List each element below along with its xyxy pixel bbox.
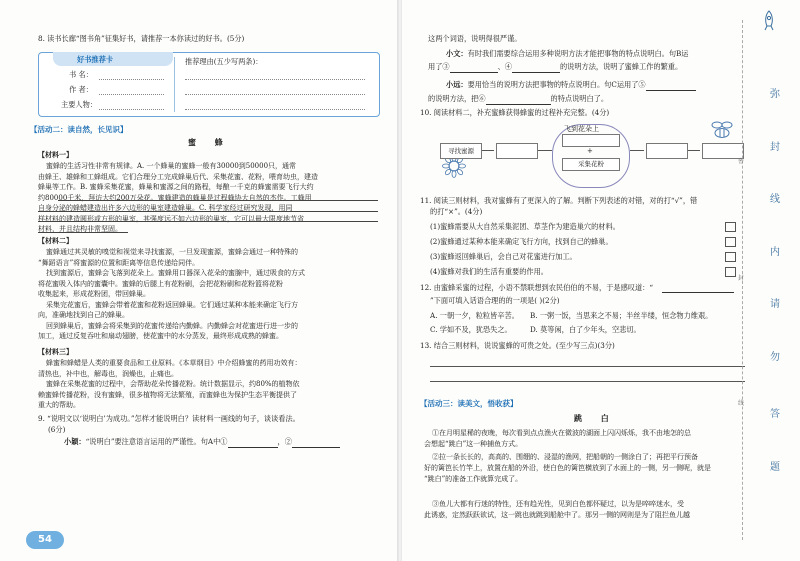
material-3-line: 蜂蜜和蜂蜡是人类的重要食品和工业原料。《本草纲目》中介绍蜂蜜的药用功效有： <box>46 359 302 367</box>
q13-answer-line[interactable] <box>430 366 745 367</box>
book-recommend-card <box>38 52 380 117</box>
card-header-bg <box>53 52 173 66</box>
sidebar-char: 请 <box>770 299 780 310</box>
material-1-line: 约80000千米，拜访大约200万朵花。蜜蜂建造的蜂巢是过程蜂协大自然的杰作。工蜂用 <box>38 193 312 202</box>
question-11-line: 的打“×”。(4分) <box>430 207 483 216</box>
q13-answer-line[interactable] <box>430 381 745 382</box>
question-9-score: (6分) <box>48 425 66 434</box>
book-name-line[interactable] <box>99 79 164 80</box>
reason-line-3[interactable] <box>185 109 365 110</box>
essay-line: 好的篱笆长竹竿上，放置在船的外沿，使白色的篱笆横放到了水面上的一侧，另一侧呢，就是 <box>424 464 711 472</box>
material-1-line: 样材料的建造圆形或方形的巢室，其强度远不如六边形的巢室，它可以最大限度地节省 <box>38 214 304 223</box>
q12-blank[interactable] <box>662 292 734 293</box>
bee-icon <box>702 116 742 142</box>
material-1-line: 自身分泌的蜂蜡建造出许多六边形的巢室建造蜂巢。C. 科学家经过研究发现，用同 <box>38 204 293 212</box>
material-2-line: 回到蜂巢后，蜜蜂会将采集到的花蜜传递给内勤蜂。内勤蜂会对花蜜进行进一步的 <box>46 321 298 330</box>
material-3-line: 重大的帮助。 <box>38 401 80 409</box>
material-2-line: “舞蹈语言”将蜜源的位置和距离等信息传递给同伴。 <box>38 258 200 267</box>
material-2-line: 收集起来，形成花粉团，带回蜂巢。 <box>38 290 150 298</box>
material-1-line: 由蜂王、雄蜂和工蜂组成。它们合理分工完成蜂巢后代、采集花蜜、花粉，喂育幼虫，建造 <box>38 172 318 181</box>
material-2-line: 加工，通过反复吞吐和扇动翅膀，使花蜜中的水分蒸发，最终形成成熟的蜂蜜。 <box>38 332 283 340</box>
material-3-label: 【材料三】 <box>38 347 73 356</box>
material-3-line: 蜜蜂在采集花蜜的过程中，会帮助花朵传播花粉。统计数据显示，约80%的植物依 <box>46 380 300 388</box>
material-3-line: 清热也，补中也，解毒也，润燥也，止痛也。 <box>38 369 178 378</box>
flow-arrow <box>630 150 644 151</box>
q11-item: (1)蜜蜂需要从大自然采集泥团、草茎作为建造巢穴的材料。 <box>430 222 620 231</box>
blank-2[interactable] <box>292 437 340 448</box>
q12-option-c: C. 学如不及，犹恐失之。 <box>430 325 512 334</box>
q12-option-a: A. 一朝一夕，粒粒皆辛苦。 <box>430 311 519 320</box>
xiaoyuan-text-1: 要用恰当的说明方法把事物的特点说明白。句C运用了⑤ <box>467 80 646 89</box>
card-header: 好书推荐卡 <box>77 55 113 64</box>
question-12-line: 12. 由蜜蜂采蜜的过程，小语不禁联想到农民伯伯的不易，于是感叹道：“ <box>420 283 654 292</box>
q11-item: (3)蜜蜂返回蜂巢后，会自己对花蜜进行加工。 <box>430 252 577 261</box>
question-13: 13. 结合三则材料，说说蜜蜂的可贵之处。(至少写三点)(3分) <box>420 341 615 350</box>
sidebar-char: 答 <box>770 409 780 420</box>
sidebar-char: 封 <box>770 142 780 153</box>
blank-4[interactable] <box>512 62 560 73</box>
xiaowen-text-2a: 用了③ <box>428 62 450 71</box>
card-divider <box>174 57 175 112</box>
blank-6[interactable] <box>486 94 551 105</box>
xiaowen-text-1: 有时我们需要综合运用多种说明方法才能把事物的特点说明白。句B运 <box>467 49 689 58</box>
q11-item: (4)蜜蜂对我们的生活有重要的作用。 <box>430 267 548 276</box>
activity-2-heading: 【活动二：读自然，长见识】 <box>30 125 128 134</box>
q11-answer-box[interactable] <box>722 237 736 247</box>
flow-start: 寻找蜜源 <box>440 143 482 159</box>
answer-box[interactable] <box>725 237 736 247</box>
flow-plus: + <box>587 147 593 155</box>
seal-sidebar <box>756 0 800 561</box>
q12-option-b: B. 一粥一饭，当思来之不易；半丝半缕，恒念物力维艰。 <box>530 311 713 320</box>
flow-top-label: 飞到花朵上 <box>564 125 599 133</box>
xiaoying-tail: ，② <box>277 437 292 446</box>
material-1-line: 材料，并且结构非常坚固。 <box>38 225 122 233</box>
seal-inner-char: 密 <box>738 158 745 165</box>
sidebar-char: 弥 <box>770 89 780 100</box>
question-9-xiaoying <box>64 437 340 448</box>
answer-box[interactable] <box>725 267 736 277</box>
xiaowen-label: 小文： <box>446 49 468 58</box>
essay-line: 会想起“跳白”这一种捕鱼方式。 <box>424 440 523 448</box>
left-page <box>0 0 398 561</box>
xiaowen-line-1 <box>446 49 689 59</box>
essay-line: ③鱼儿大都有行迷的特性，还有趋光性，见到白色都怀疑过，以为是啐啐迷水，受 <box>432 500 684 508</box>
flow-arrow <box>688 150 700 151</box>
xiaoying-label: 小颖： <box>64 437 86 446</box>
seal-inner-char: 封 <box>738 275 745 282</box>
essay-line: ②拉一条长长的，高高的、围绷的、浸湿的渔网，把船朝的一侧涂白了；再把平行预备 <box>432 453 698 461</box>
bee-decoration <box>702 116 742 146</box>
xiaoyuan-line-1 <box>446 80 696 91</box>
material-2-line: 将花蜜吸入体内的蜜囊中。蜜蜂的后腿上有花粉刷，会把花粉刷和花粉篮将花粉 <box>38 279 283 288</box>
answer-box[interactable] <box>725 222 736 232</box>
material-2-line: 采集完花蜜后，蜜蜂会带着花蜜和花粉返回蜂巢。它们通过某种本能来确定飞行方 <box>46 300 298 309</box>
q11-answer-box[interactable] <box>722 252 736 262</box>
question-11-line: 11. 阅读三则材料，我对蜜蜂有了更深入的了解。判断下列表述的对错，对的打“√”，错 <box>420 196 698 205</box>
q12-option-d: D. 莫等闲，白了少年头，空悲切。 <box>530 325 641 334</box>
author-line[interactable] <box>99 94 164 95</box>
xiaoying-text: “说明白”要注意语言运用的严谨性。句A中① <box>85 437 228 446</box>
flow-blank-1[interactable] <box>496 143 538 159</box>
reason-line-1[interactable] <box>185 79 365 80</box>
xiaoyuan-text-2b: 的特点说明白了。 <box>550 94 609 103</box>
q11-answer-box[interactable] <box>722 267 736 277</box>
blank-1[interactable] <box>228 437 278 448</box>
material-2-line: 向，准确地找到自己的蜂巢。 <box>38 311 129 319</box>
article-title-tiaobai: 跳 白 <box>574 413 617 423</box>
essay-line: 此诱惑，定然跃跃欲试，这一跳也就跳到船舱中了。那另一侧的网则是为了阻拦鱼儿越 <box>424 511 690 519</box>
material-2-line: 蜜蜂通过其灵敏的嗅觉和视觉来寻找蜜源，一旦发现蜜源，蜜蜂会通过一种特殊的 <box>46 248 298 256</box>
flow-arrow <box>482 150 494 151</box>
question-10: 10. 阅读材料二，补充蜜蜂获得蜂蜜的过程补充完整。(4分) <box>420 108 610 117</box>
material-3-line: 赖蜜蜂传播花粉，没有蜜蜂，很多植物将无法繁殖，而蜜蜂也为保护生态平衡提供了 <box>38 390 297 399</box>
essay-line: “跳白”的准备工作就算完成了。 <box>424 475 523 483</box>
xiaoyuan-label: 小远： <box>446 80 468 89</box>
activity-3-heading: 【活动三：读美文，悟收获】 <box>420 399 518 408</box>
underline-c <box>38 232 128 233</box>
essay-line: ①在月明星稀的夜晚，每次看到点点渔火在微波的湖面上闪闪烁烁，我不由地怎的总 <box>432 429 691 437</box>
question-8: 8. 读书长廊“图书角”征集好书，请推荐一本你读过的好书。(5分) <box>38 34 245 43</box>
sidebar-char: 线 <box>770 194 780 205</box>
flow-blank-3[interactable] <box>646 143 688 159</box>
question-12-line: ”下面可填入话语合理的的一项是( )(2分) <box>430 296 560 305</box>
material-2-line: 找到蜜源后，蜜蜂会飞落到花朵上。蜜蜂用口器深入花朵的蜜腺中，通过吸食的方式 <box>46 269 305 277</box>
book-name-label: 书 名： <box>69 70 93 79</box>
material-1-label: 【材料一】 <box>38 150 73 159</box>
sidebar-char: 勿 <box>770 352 780 363</box>
flow-arrow <box>538 150 552 151</box>
material-2-label: 【材料二】 <box>38 236 73 245</box>
characters-label: 主要人物： <box>61 100 97 109</box>
material-1-line: 蜂巢等工作。B. 蜜蜂采集花蜜，蜂巢和蜜源之间的路程，每酿一千克的蜂蜜需要飞行大约 <box>38 183 314 191</box>
blank-3[interactable] <box>450 62 498 73</box>
characters-line[interactable] <box>99 109 164 110</box>
xiaoyuan-line-2 <box>428 94 608 105</box>
rocket-icon <box>762 10 776 36</box>
material-1-line: 蜜蜂的生活习性非常有规律。A. 一个蜂巢的蜜蜂一般有30000到50000只，通常 <box>46 162 297 170</box>
q9-continued: 这两个词语，说明得很严谨。 <box>428 34 522 43</box>
question-9: 9. “说明文以‘说明白’为成功。”怎样才能说明白？读材料一画线的句子，谈谈看法。 <box>38 414 300 423</box>
q11-item: (2)蜜蜂通过某种本能来确定飞行方向，找到自己的蜂巢。 <box>430 237 613 246</box>
q11-answer-box[interactable] <box>722 222 736 232</box>
xiaowen-text-2c: 的说明方法，说明了蜜蜂工作的繁重。 <box>559 62 683 71</box>
xiaoyuan-text-2a: 的说明方法，把⑥ <box>428 94 486 103</box>
sidebar-char: 内 <box>770 247 780 258</box>
reason-label: 推荐理由(五少写两条)： <box>185 57 263 66</box>
reason-line-2[interactable] <box>185 94 365 95</box>
underline-c <box>38 211 378 212</box>
xiaowen-line-2 <box>428 62 682 73</box>
page-number: 54 <box>26 531 64 549</box>
underline-c <box>38 221 378 222</box>
answer-box[interactable] <box>725 252 736 262</box>
author-label: 作 者： <box>69 85 93 94</box>
sidebar-char: 题 <box>770 462 780 473</box>
blank-5[interactable] <box>646 80 696 91</box>
seal-inner-char: 线 <box>738 400 745 407</box>
article-title-bee: 蜜 蜂 <box>188 137 231 147</box>
underline-c <box>58 200 378 201</box>
xiaowen-text-2b: 、④ <box>497 62 512 71</box>
flow-bottom: 采集花粉 <box>562 158 620 171</box>
